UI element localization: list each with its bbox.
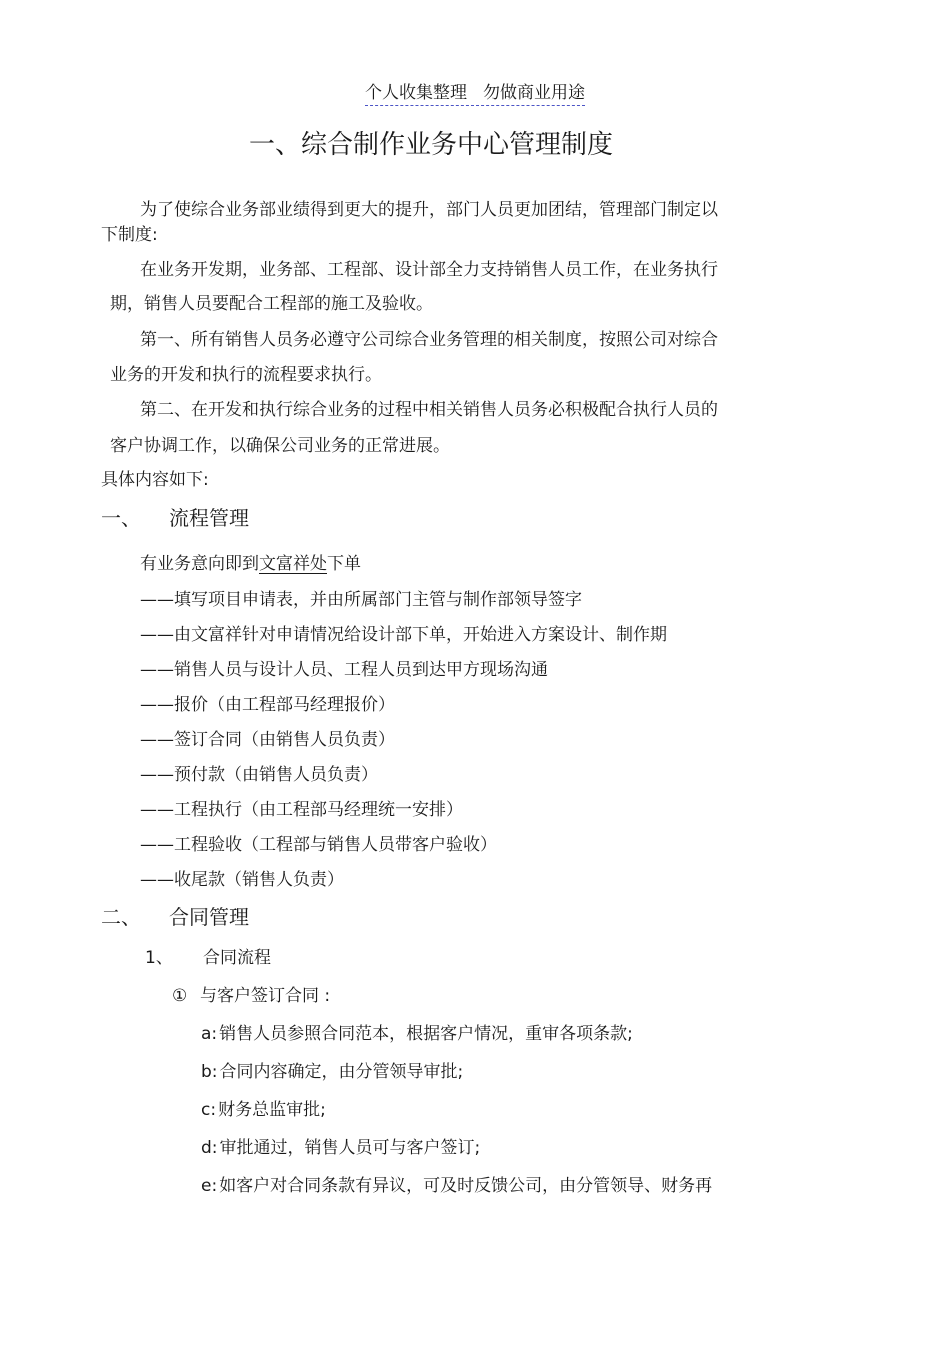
contract-step-d: d: 审批通过，销售人员可与客户签订; xyxy=(201,1138,481,1158)
circled-item-1 xyxy=(172,981,330,1006)
section-1-heading xyxy=(101,502,249,531)
intro-paragraph-1-line-1: 为了使综合业务部业绩得到更大的提升，部门人员更加团结，管理部门制定以 xyxy=(140,200,718,220)
process-step-1: ——填写项目申请表，并由所属部门主管与制作部领导签字 xyxy=(140,590,582,610)
subsection-1-number: 1、 xyxy=(145,948,173,968)
intro-paragraph-3-line-1: 第一、所有销售人员务必遵守公司综合业务管理的相关制度，按照公司对综合 xyxy=(140,330,718,350)
section-1-lead: 有业务意向即到文富祥处下单 xyxy=(140,554,361,574)
process-step-7: ——工程执行（由工程部马经理统一安排） xyxy=(140,800,463,820)
intro-paragraph-1-line-2: 下制度: xyxy=(101,225,158,245)
intro-paragraph-3-line-2: 业务的开发和执行的流程要求执行。 xyxy=(110,365,382,385)
intro-paragraph-4-line-1: 第二、在开发和执行综合业务的过程中相关销售人员务必积极配合执行人员的 xyxy=(140,400,718,420)
document-title: 一、综合制作业务中心管理制度 xyxy=(248,130,613,160)
section-1-title: 流程管理 xyxy=(169,506,249,530)
circled-item-title: 与客户签订合同 : xyxy=(200,986,331,1006)
section-2-title: 合同管理 xyxy=(169,905,249,929)
process-step-4: ——报价（由工程部马经理报价） xyxy=(140,695,395,715)
intro-details-lead: 具体内容如下: xyxy=(101,470,209,490)
process-step-9: ——收尾款（销售人负责） xyxy=(140,870,344,890)
intro-paragraph-2-line-2: 期，销售人员要配合工程部的施工及验收。 xyxy=(110,294,433,314)
contract-step-c: c: 财务总监审批; xyxy=(201,1100,326,1120)
process-step-6: ——预付款（由销售人员负责） xyxy=(140,765,378,785)
intro-paragraph-2-line-1: 在业务开发期，业务部、工程部、设计部全力支持销售人员工作，在业务执行 xyxy=(140,260,718,280)
header-note: 个人收集整理 勿做商业用途 xyxy=(365,83,585,106)
contract-step-a: a: 销售人员参照合同范本，根据客户情况，重审各项条款; xyxy=(201,1024,633,1044)
page-header xyxy=(0,78,950,103)
process-step-5: ——签订合同（由销售人员负责） xyxy=(140,730,395,750)
section-2-heading xyxy=(101,901,249,930)
process-step-3: ——销售人员与设计人员、工程人员到达甲方现场沟通 xyxy=(140,660,548,680)
circled-item-number: ① xyxy=(172,986,188,1006)
section-2-number: 二、 xyxy=(101,905,141,929)
contract-step-b: b: 合同内容确定，由分管领导审批; xyxy=(201,1062,464,1082)
contract-step-e: e: 如客户对合同条款有异议，可及时反馈公司，由分管领导、财务再 xyxy=(201,1176,713,1196)
process-step-8: ——工程验收（工程部与销售人员带客户验收） xyxy=(140,835,497,855)
subsection-1-title: 合同流程 xyxy=(203,948,271,968)
underlined-name: 文富祥处 xyxy=(259,554,327,574)
process-step-2: ——由文富祥针对申请情况给设计部下单，开始进入方案设计、制作期 xyxy=(140,625,667,645)
section-1-number: 一、 xyxy=(101,506,141,530)
intro-paragraph-4-line-2: 客户协调工作，以确保公司业务的正常进展。 xyxy=(110,436,450,456)
subsection-1-heading xyxy=(145,943,271,968)
